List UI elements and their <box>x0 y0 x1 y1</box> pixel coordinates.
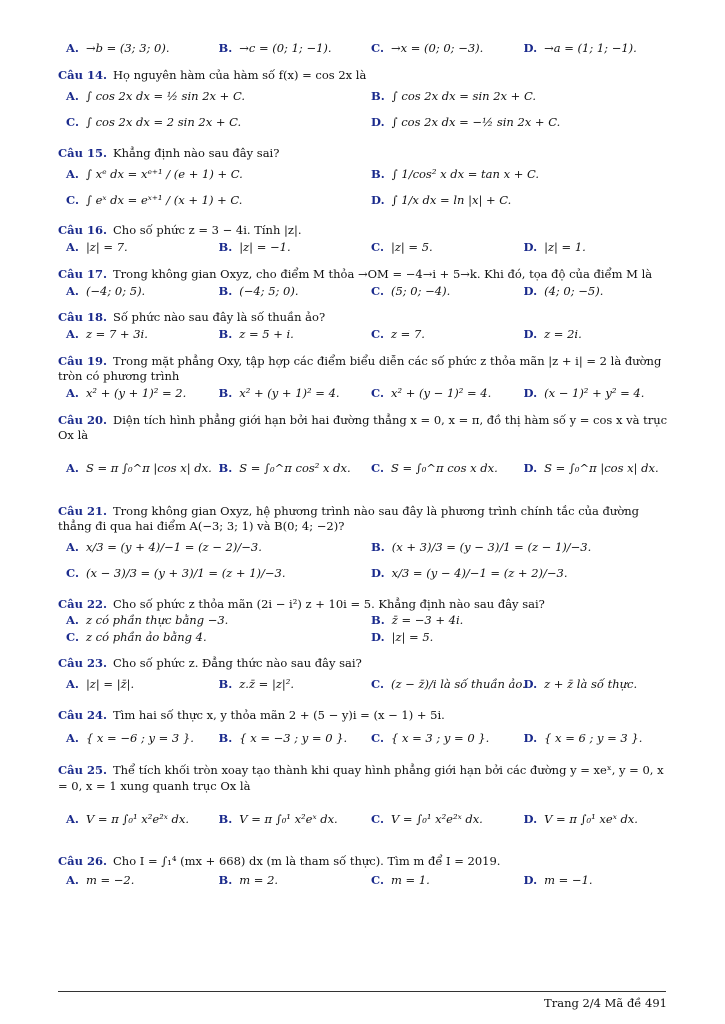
exam-page <box>58 38 668 892</box>
question-13-options <box>58 38 668 58</box>
option-letter: D. <box>371 566 385 581</box>
question-stem <box>58 597 668 613</box>
option-letter: B. <box>371 540 385 555</box>
option-text: { x = 3 ; y = 0 }. <box>390 730 490 745</box>
answer-option-c[interactable] <box>363 239 516 257</box>
answer-options <box>58 612 668 646</box>
option-letter: A. <box>66 873 79 888</box>
option-text: V = ∫₀¹ x²e²ˣ dx. <box>390 811 483 826</box>
answer-options <box>58 672 668 698</box>
option-letter: A. <box>66 240 79 255</box>
answer-option-b[interactable] <box>211 385 364 403</box>
question-stem <box>58 223 668 239</box>
option-text: x² + (y − 1)² = 4. <box>390 386 492 401</box>
answer-options <box>58 239 668 257</box>
answer-option-a[interactable] <box>58 794 211 844</box>
option-letter: A. <box>66 327 79 342</box>
question-number: Câu 14. <box>58 68 107 82</box>
option-text: |z| = 1. <box>544 240 586 255</box>
option-text: S = ∫₀^π |cos x| dx. <box>544 461 659 476</box>
question-19 <box>58 354 668 403</box>
option-letter: C. <box>371 730 384 745</box>
answer-options <box>58 870 668 892</box>
option-text: x² + (y + 1)² = 4. <box>239 386 340 401</box>
option-text: { x = −6 ; y = 3 }. <box>85 730 194 745</box>
question-16 <box>58 223 668 257</box>
question-text: Trong không gian Oxyz, hệ phương trình nào sau đây là phương trình chính tắc của đường thẳng đi qua hai điểm A(−3; 3; 1) và B(0; 4; −2)? <box>58 503 640 534</box>
question-21 <box>58 504 668 587</box>
answer-option-b[interactable] <box>211 672 364 698</box>
question-number: Câu 15. <box>58 145 107 160</box>
answer-option-c[interactable] <box>58 629 363 646</box>
question-23 <box>58 656 668 698</box>
answer-option-a[interactable] <box>58 161 363 187</box>
option-letter: C. <box>371 873 384 888</box>
question-text: Khẳng định nào sau đây sai? <box>112 145 280 160</box>
option-text: z = 7 + 3i. <box>85 327 148 342</box>
option-text: { x = 6 ; y = 3 }. <box>544 730 643 745</box>
answer-options <box>58 282 668 300</box>
question-22 <box>58 597 668 647</box>
answer-options <box>58 535 668 587</box>
option-letter: C. <box>371 327 384 342</box>
question-stem <box>58 854 668 870</box>
answer-options <box>58 326 668 344</box>
option-letter: D. <box>523 283 538 298</box>
option-text: z + z̄ là số thực. <box>544 677 638 692</box>
answer-options <box>58 794 668 844</box>
answer-option-a[interactable] <box>58 38 211 58</box>
answer-option-c[interactable] <box>58 187 363 213</box>
option-text: |z| = −1. <box>239 240 291 255</box>
answer-option-a[interactable] <box>58 444 211 494</box>
option-text: (x − 3)/3 = (y + 3)/1 = (z + 1)/−3. <box>85 566 286 581</box>
question-text: Cho I = ∫₁⁴ (mx + 668) dx (m là tham số thực). Tìm m để I = 2019. <box>112 854 501 869</box>
answer-option-c[interactable] <box>363 444 516 494</box>
option-text: |z| = 7. <box>85 240 128 255</box>
option-text: m = −1. <box>544 873 593 888</box>
option-letter: A. <box>66 386 79 401</box>
question-number: Câu 24. <box>58 707 107 722</box>
answer-options <box>58 161 668 213</box>
answer-options <box>58 385 668 403</box>
answer-option-d[interactable] <box>516 326 669 344</box>
answer-options <box>58 84 668 136</box>
option-text: S = π ∫₀^π |cos x| dx. <box>85 461 212 476</box>
option-letter: D. <box>523 873 538 888</box>
answer-option-b[interactable] <box>211 794 364 844</box>
option-letter: A. <box>66 283 79 298</box>
answer-option-b[interactable] <box>363 84 668 110</box>
footer-divider <box>58 991 666 992</box>
answer-option-b[interactable] <box>211 239 364 257</box>
answer-option-a[interactable] <box>58 326 211 344</box>
question-number: Câu 25. <box>58 763 107 778</box>
question-number: Câu 18. <box>58 310 107 325</box>
answer-option-c[interactable] <box>58 110 363 136</box>
answer-option-d[interactable] <box>363 561 668 587</box>
question-number: Câu 21. <box>58 503 107 518</box>
option-letter: C. <box>66 192 79 207</box>
option-letter: B. <box>218 386 233 401</box>
question-stem <box>58 354 668 385</box>
option-text: (−4; 0; 5). <box>85 283 146 298</box>
option-text: →c = (0; 1; −1). <box>239 40 332 55</box>
option-text: S = ∫₀^π cos² x dx. <box>239 461 351 476</box>
option-text: S = ∫₀^π cos x dx. <box>390 461 498 476</box>
option-text: z = 5 + i. <box>239 327 294 342</box>
answer-option-d[interactable] <box>516 38 669 58</box>
question-14 <box>58 68 668 136</box>
option-letter: A. <box>66 730 79 745</box>
question-stem <box>58 708 668 724</box>
option-text: ∫ cos 2x dx = sin 2x + C. <box>391 89 536 104</box>
option-text: ∫ eˣ dx = eˣ⁺¹ / (x + 1) + C. <box>85 192 243 207</box>
option-letter: C. <box>66 630 79 645</box>
answer-option-b[interactable] <box>211 326 364 344</box>
option-text: x² + (y + 1)² = 2. <box>85 386 187 401</box>
option-letter: D. <box>523 811 538 826</box>
answer-option-c[interactable] <box>363 672 526 698</box>
question-26 <box>58 854 668 892</box>
option-text: (z − z̄)/i là số thuần ảo. <box>390 677 526 692</box>
answer-option-d[interactable] <box>363 187 668 213</box>
answer-option-a[interactable] <box>58 84 363 110</box>
option-text: |z| = |z̄|. <box>85 677 135 692</box>
answer-option-d[interactable] <box>516 282 669 300</box>
option-text: z có phần ảo bằng 4. <box>85 630 207 645</box>
option-letter: D. <box>523 327 538 342</box>
option-text: →b = (3; 3; 0). <box>85 40 170 55</box>
question-stem <box>58 763 668 794</box>
option-text: V = π ∫₀¹ x²eˣ dx. <box>239 811 338 826</box>
answer-option-c[interactable] <box>363 385 516 403</box>
option-letter: B. <box>218 40 233 55</box>
option-text: m = −2. <box>85 873 135 888</box>
option-letter: D. <box>523 40 538 55</box>
option-text: z̄ = −3 + 4i. <box>391 613 464 628</box>
question-text: Tìm hai số thực x, y thỏa mãn 2 + (5 − y)i = (x − 1) + 5i. <box>112 707 445 722</box>
answer-option-b[interactable] <box>211 444 364 494</box>
option-letter: A. <box>66 613 79 628</box>
option-text: (4; 0; −5). <box>544 283 604 298</box>
option-letter: D. <box>523 730 538 745</box>
option-text: ∫ cos 2x dx = 2 sin 2x + C. <box>85 115 242 130</box>
question-17 <box>58 267 668 301</box>
option-letter: C. <box>371 40 384 55</box>
question-stem <box>58 310 668 326</box>
question-stem <box>58 504 668 535</box>
option-letter: D. <box>523 240 538 255</box>
option-letter: D. <box>371 192 385 207</box>
option-text: |z| = 5. <box>390 240 433 255</box>
option-letter: A. <box>66 461 79 476</box>
answer-option-c[interactable] <box>363 326 516 344</box>
answer-option-d[interactable] <box>516 444 669 494</box>
question-text: Cho số phức z thỏa mãn (2i − i²) z + 10i = 5. Khẳng định nào sau đây sai? <box>112 596 545 611</box>
option-letter: B. <box>371 613 385 628</box>
option-text: x/3 = (y + 4)/−1 = (z − 2)/−3. <box>85 540 262 555</box>
answer-option-b[interactable] <box>211 282 364 300</box>
answer-option-d[interactable] <box>516 672 669 698</box>
answer-option-a[interactable] <box>58 870 211 892</box>
option-letter: B. <box>218 873 233 888</box>
answer-option-a[interactable] <box>58 672 211 698</box>
option-letter: B. <box>218 327 233 342</box>
question-number: Câu 23. <box>58 656 107 671</box>
question-stem <box>58 68 668 84</box>
question-number: Câu 17. <box>58 266 107 281</box>
answer-option-a[interactable] <box>58 723 211 753</box>
option-letter: C. <box>371 461 384 476</box>
question-stem <box>58 656 668 672</box>
option-letter: B. <box>218 240 233 255</box>
answer-option-d[interactable] <box>516 723 669 753</box>
option-text: m = 2. <box>239 873 279 888</box>
question-text: Diện tích hình phẳng giới hạn bởi hai đường thẳng x = 0, x = π, đồ thị hàm số y = cos x và trục Ox là <box>58 412 668 443</box>
option-letter: A. <box>66 166 79 181</box>
option-text: z = 2i. <box>544 327 582 342</box>
answer-option-b[interactable] <box>211 723 364 753</box>
option-letter: B. <box>218 677 233 692</box>
answer-options <box>58 38 668 58</box>
question-stem <box>58 267 668 283</box>
answer-option-b[interactable] <box>211 38 364 58</box>
answer-option-a[interactable] <box>58 239 211 257</box>
option-letter: B. <box>218 730 233 745</box>
answer-options <box>58 444 668 494</box>
answer-option-c[interactable] <box>363 794 516 844</box>
answer-option-c[interactable] <box>363 870 516 892</box>
option-text: z = 7. <box>390 327 425 342</box>
answer-option-c[interactable] <box>58 561 363 587</box>
page-footer: Trang 2/4 Mã đề 491 <box>544 996 667 1010</box>
option-text: ∫ cos 2x dx = −½ sin 2x + C. <box>391 115 561 130</box>
question-stem <box>58 413 668 444</box>
option-text: →a = (1; 1; −1). <box>544 40 637 55</box>
question-text: Họ nguyên hàm của hàm số f(x) = cos 2x là <box>112 68 367 82</box>
answer-option-d[interactable] <box>516 794 669 844</box>
answer-option-a[interactable] <box>58 535 363 561</box>
option-letter: C. <box>371 811 384 826</box>
option-text: (−4; 5; 0). <box>239 283 299 298</box>
answer-option-b[interactable] <box>211 870 364 892</box>
option-text: z có phần thực bằng −3. <box>85 613 229 628</box>
question-number: Câu 26. <box>58 854 107 869</box>
option-letter: B. <box>371 166 385 181</box>
answer-option-c[interactable] <box>363 38 516 58</box>
option-letter: A. <box>66 811 79 826</box>
option-letter: D. <box>523 677 538 692</box>
option-text: (x − 1)² + y² = 4. <box>544 386 645 401</box>
answer-option-d[interactable] <box>516 385 669 403</box>
option-letter: B. <box>218 811 233 826</box>
option-letter: D. <box>523 461 538 476</box>
answer-options <box>58 723 668 753</box>
option-text: ∫ 1/x dx = ln |x| + C. <box>391 192 512 207</box>
question-25 <box>58 763 668 844</box>
answer-option-d[interactable] <box>516 239 669 257</box>
option-letter: C. <box>66 115 79 130</box>
answer-option-d[interactable] <box>363 629 668 646</box>
answer-option-c[interactable] <box>363 723 516 753</box>
option-letter: A. <box>66 677 79 692</box>
option-letter: C. <box>371 283 384 298</box>
option-text: V = π ∫₀¹ xeˣ dx. <box>544 811 638 826</box>
question-stem <box>58 146 668 162</box>
option-letter: B. <box>218 283 233 298</box>
answer-option-b[interactable] <box>363 535 668 561</box>
question-number: Câu 16. <box>58 223 107 238</box>
question-text: Trong không gian Oxyz, cho điểm M thỏa →OM = −4→i + 5→k. Khi đó, tọa độ của điểm M là <box>112 266 653 281</box>
answer-option-d[interactable] <box>363 110 668 136</box>
option-text: |z| = 5. <box>391 630 434 645</box>
answer-option-a[interactable] <box>58 385 211 403</box>
option-text: ∫ cos 2x dx = ½ sin 2x + C. <box>85 89 245 104</box>
answer-option-c[interactable] <box>363 282 516 300</box>
option-letter: D. <box>523 386 538 401</box>
answer-option-b[interactable] <box>363 612 668 629</box>
option-letter: C. <box>371 677 384 692</box>
option-text: (x + 3)/3 = (y − 3)/1 = (z − 1)/−3. <box>391 540 592 555</box>
option-text: ∫ 1/cos² x dx = tan x + C. <box>391 166 540 181</box>
question-20 <box>58 413 668 494</box>
question-number: Câu 20. <box>58 412 107 427</box>
option-text: x/3 = (y − 4)/−1 = (z + 2)/−3. <box>391 566 568 581</box>
question-24 <box>58 708 668 754</box>
answer-option-b[interactable] <box>363 161 668 187</box>
question-text: Cho số phức z. Đẳng thức nào sau đây sai? <box>112 656 362 671</box>
question-text: Cho số phức z = 3 − 4i. Tính |z|. <box>112 223 302 238</box>
option-letter: B. <box>371 89 385 104</box>
option-text: V = π ∫₀¹ x²e²ˣ dx. <box>85 811 190 826</box>
option-letter: A. <box>66 540 79 555</box>
question-text: Thể tích khối tròn xoay tạo thành khi quay hình phẳng giới hạn bởi các đường y = xeˣ, y = 0, x = 0, x = 1 xung quanh trục Ox là <box>58 763 664 793</box>
question-15 <box>58 146 668 214</box>
question-number: Câu 19. <box>58 353 107 368</box>
option-letter: C. <box>371 386 384 401</box>
question-number: Câu 22. <box>58 596 107 611</box>
option-letter: A. <box>66 89 79 104</box>
question-text: Số phức nào sau đây là số thuần ảo? <box>112 310 326 325</box>
option-text: →x = (0; 0; −3). <box>390 40 484 55</box>
option-letter: C. <box>371 240 384 255</box>
option-text: m = 1. <box>390 873 430 888</box>
answer-option-a[interactable] <box>58 612 363 629</box>
option-letter: D. <box>371 115 385 130</box>
question-text: Trong mặt phẳng Oxy, tập hợp các điểm biểu diễn các số phức z thỏa mãn |z + i| = 2 là đường tròn có phương trình <box>58 353 662 384</box>
question-18 <box>58 310 668 344</box>
option-text: z.z̄ = |z|². <box>239 677 295 692</box>
option-letter: A. <box>66 40 79 55</box>
option-letter: B. <box>218 461 233 476</box>
option-letter: D. <box>371 630 385 645</box>
answer-option-d[interactable] <box>516 870 669 892</box>
option-text: ∫ xᵉ dx = xᵉ⁺¹ / (e + 1) + C. <box>85 166 243 181</box>
option-text: (5; 0; −4). <box>390 283 451 298</box>
answer-option-a[interactable] <box>58 282 211 300</box>
option-text: { x = −3 ; y = 0 }. <box>239 730 348 745</box>
option-letter: C. <box>66 566 79 581</box>
